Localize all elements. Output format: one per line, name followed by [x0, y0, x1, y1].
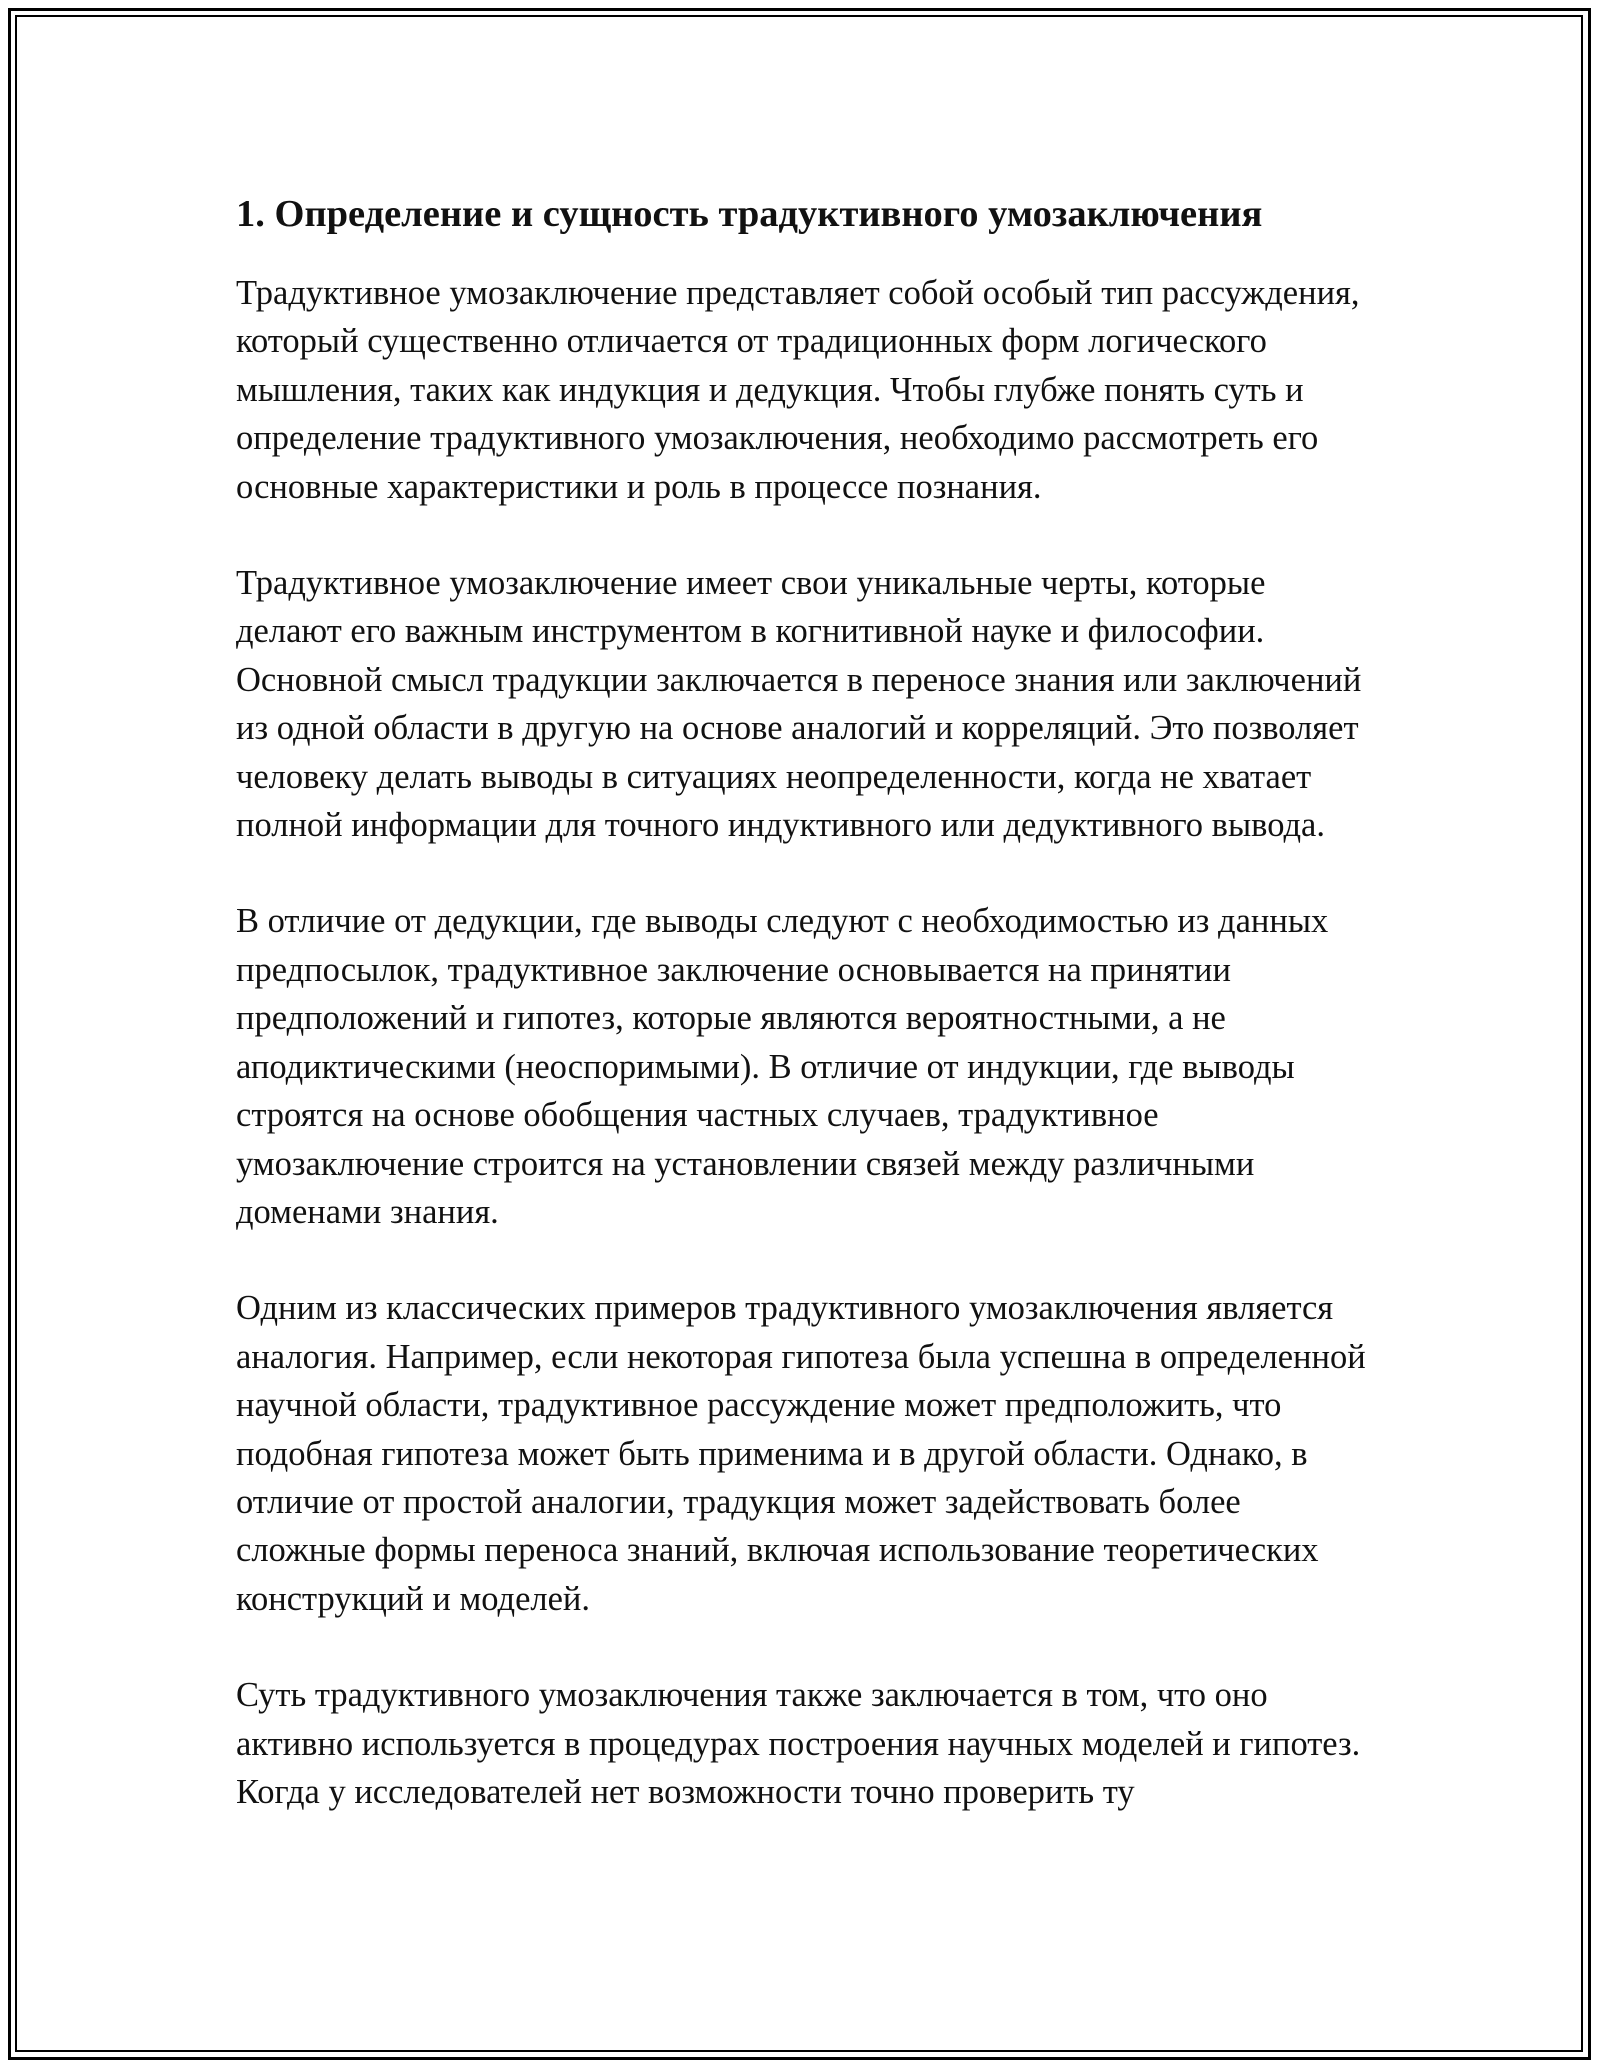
paragraph-4: Одним из классических примеров традуктивного умозаключения является аналогия. Например, если некоторая гипотеза была успешна в определенной научной области, традуктивное рассуждение может предположить, что подобная гипотеза может быть применима и в другой области. Однако, в отличие от простой аналогии, традукция может задействовать более сложные формы переноса знаний, включая использование теоретических конструкций и моделей. — [236, 1289, 1366, 1618]
paragraph-5: Суть традуктивного умозаключения также заключается в том, что оно активно используется в процедурах построения научных моделей и гипотез. Когда у исследователей нет возможности точно проверить ту — [236, 1676, 1361, 1811]
section-heading: 1. Определение и сущность традуктивного умозаключения — [236, 193, 1263, 235]
paragraph-3: В отличие от дедукции, где выводы следуют с необходимостью из данных предпосылок, традуктивное заключение основывается на принятии предположений и гипотез, которые являются вероятностными, а не аподиктическими (неоспоримыми). В отличие от индукции, где выводы строятся на основе обобщения частных случаев, традуктивное умозаключение строится на установлении связей между различными доменами знания. — [236, 902, 1329, 1231]
paragraph-2: Традуктивное умозаключение имеет свои уникальные черты, которые делают его важным инструментом в когнитивной науке и философии. Основной смысл традукции заключается в переносе знания или заключений из одной области в другую на основе аналогий и корреляций. Это позволяет человеку делать выводы в ситуациях неопределенности, когда не хватает полной информации для точного индуктивного или дедуктивного вывода. — [236, 564, 1362, 845]
document-body — [236, 184, 1366, 1864]
paragraph-1: Традуктивное умозаключение представляет собой особый тип рассуждения, который существенно отличается от традиционных форм логического мышления, таких как индукция и дедукция. Чтобы глубже понять суть и определение традуктивного умозаключения, необходимо рассмотреть его основные характеристики и роль в процессе познания. — [236, 274, 1360, 506]
